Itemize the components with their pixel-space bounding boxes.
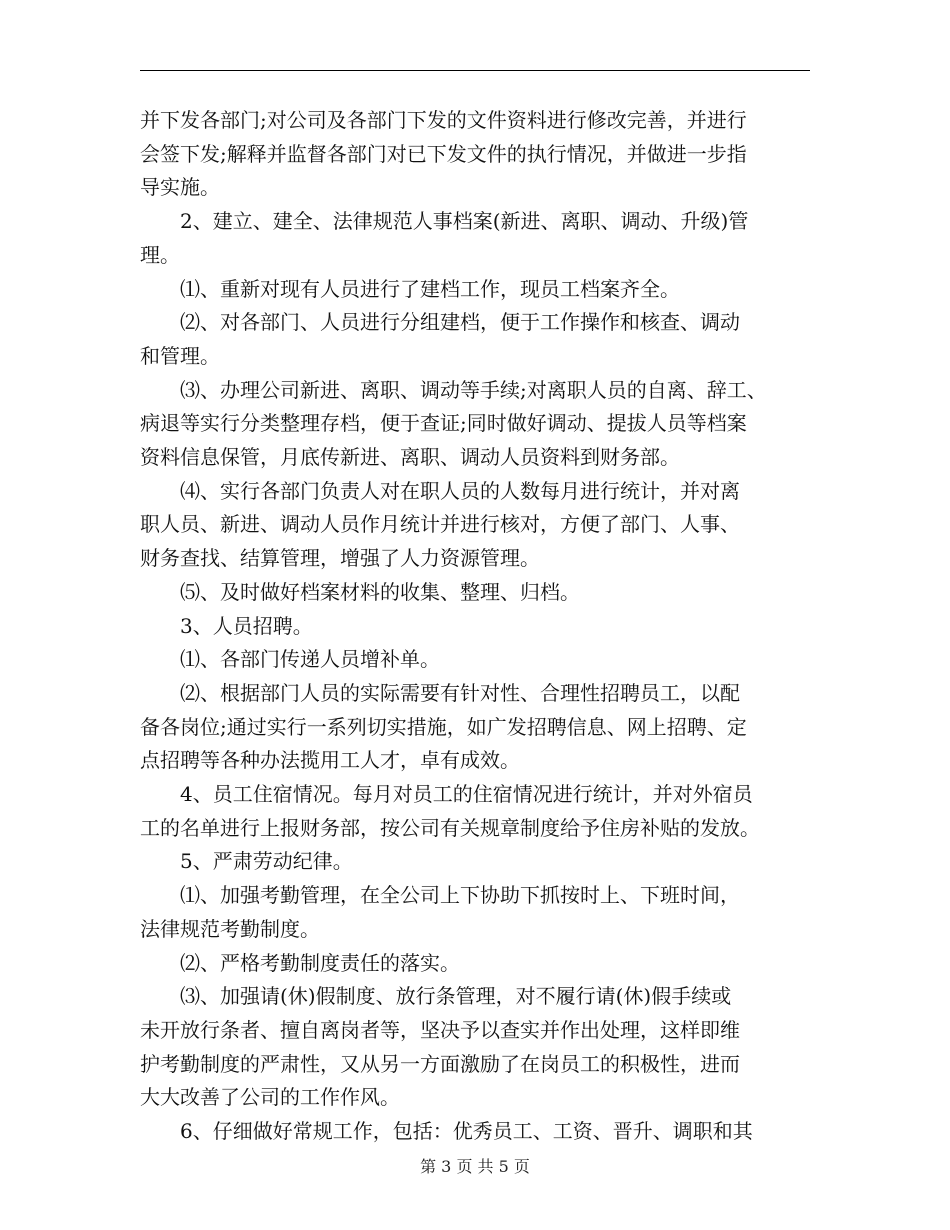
text-line: 大大改善了公司的工作作风。 [140,1085,400,1110]
text-line: ⑵、根据部门人员的实际需要有针对性、合理性招聘员工，以配 [180,680,740,705]
document-body [140,104,820,1149]
text-line: ⑶、加强请(休)假制度、放行条管理，对不履行请(休)假手续或 [180,984,732,1009]
paragraph [140,576,820,610]
text-line: 未开放行条者、擅自离岗者等，坚决予以查实并作出处理，这样即维 [140,1017,740,1042]
text-line: 备各岗位;通过实行一系列切实措施，如广发招聘信息、网上招聘、定 [140,714,747,739]
text-line: 4、员工住宿情况。每月对员工的住宿情况进行统计，并对外宿员 [180,782,753,807]
paragraph [140,845,820,879]
text-line: ⑴、加强考勤管理，在全公司上下协助下抓按时上、下班时间， [180,883,740,908]
text-line: 导实施。 [140,175,220,200]
text-line: ⑸、及时做好档案材料的收集、整理、归档。 [180,579,580,604]
text-line: ⑷、实行各部门负责人对在职人员的人数每月进行统计，并对离 [180,478,740,503]
paragraph [140,104,820,205]
paragraph [140,475,820,576]
text-line: ⑶、办理公司新进、离职、调动等手续;对离职人员的自离、辞工、 [180,377,767,402]
text-line: ⑴、各部门传递人员增补单。 [180,647,440,672]
paragraph [140,205,820,272]
paragraph [140,677,820,778]
paragraph [140,1115,820,1149]
text-line: 并下发各部门;对公司及各部门下发的文件资料进行修改完善，并进行 [140,108,747,132]
paragraph [140,879,820,946]
text-line: 会签下发;解释并监督各部门对已下发文件的执行情况，并做进一步指 [140,141,747,166]
paragraph [140,374,820,475]
text-line: 法律规范考勤制度。 [140,916,320,941]
paragraph [140,778,820,845]
paragraph [140,947,820,981]
text-line: 护考勤制度的严肃性，又从另一方面激励了在岗员工的积极性，进而 [140,1051,740,1076]
text-line: 病退等实行分类整理存档，便于查证;同时做好调动、提拔人员等档案 [140,411,747,436]
text-line: 5、严肃劳动纪律。 [180,849,353,874]
text-line: 点招聘等各种办法揽用工人才，卓有成效。 [140,748,520,773]
text-line: 职人员、新进、调动人员作月统计并进行核对，方便了部门、人事、 [140,512,740,537]
paragraph [140,610,820,644]
paragraph [140,980,820,1115]
text-line: ⑴、重新对现有人员进行了建档工作，现员工档案齐全。 [180,276,680,301]
text-line: ⑵、对各部门、人员进行分组建档，便于工作操作和核查、调动 [180,310,740,335]
text-line: 2、建立、建全、法律规范人事档案(新进、离职、调动、升级)管 [180,209,749,234]
text-line: 资料信息保管，月底传新进、离职、调动人员资料到财务部。 [140,445,680,470]
paragraph [140,306,820,373]
text-line: 3、人员招聘。 [180,613,313,638]
header-rule [140,70,810,71]
text-line: 和管理。 [140,343,220,368]
text-line: 工的名单进行上报财务部，按公司有关规章制度给予住房补贴的发放。 [140,815,760,840]
page-number: 第 3 页 共 5 页 [420,1157,530,1176]
text-line: 理。 [140,242,180,267]
paragraph [140,273,820,307]
text-line: ⑵、严格考勤制度责任的落实。 [180,950,460,975]
text-line: 财务查找、结算管理，增强了人力资源管理。 [140,546,540,571]
paragraph [140,643,820,677]
text-line: 6、仔细做好常规工作，包括：优秀员工、工资、晋升、调职和其 [180,1119,753,1144]
